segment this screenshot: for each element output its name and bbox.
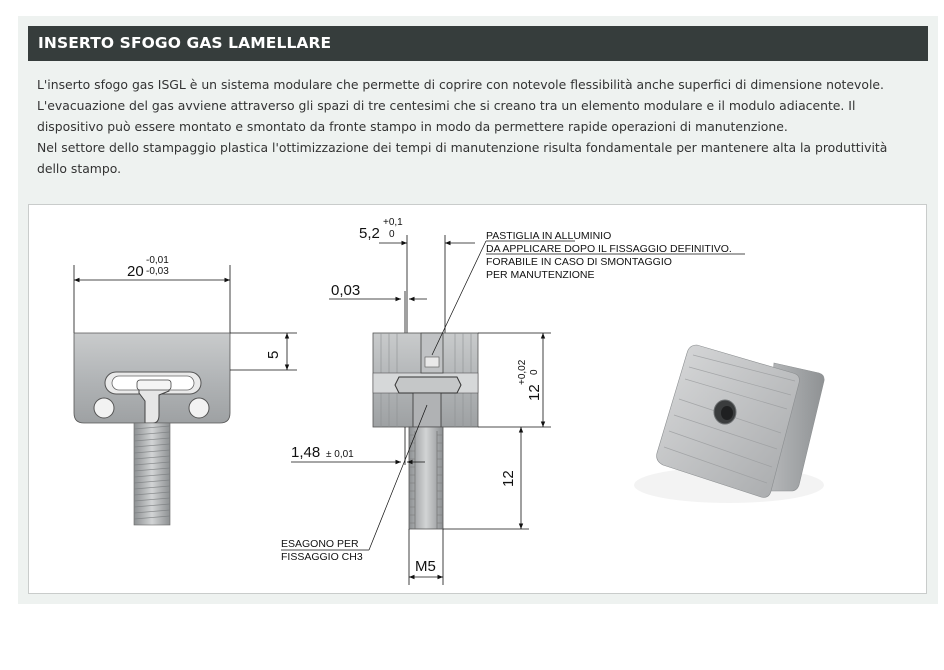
thickness-tolerance-upper: +0,1 (383, 217, 403, 228)
width-tolerance-upper: -0,01 (146, 255, 169, 266)
technical-drawing-svg (29, 205, 926, 593)
note-line: PASTIGLIA IN ALLUMINIO (486, 230, 612, 242)
hex-dimension-value: 1,48 (291, 444, 321, 461)
width-dimension-value: 20 (127, 263, 144, 280)
description-line: dello stampo. (37, 161, 122, 176)
body-height-tolerance-lower: 0 (529, 369, 540, 375)
body-height-value: 12 (526, 384, 543, 401)
note-line: ESAGONO PER (281, 538, 359, 550)
note-line: FORABILE IN CASO DI SMONTAGGIO (486, 256, 672, 268)
gap-value: 0,03 (331, 282, 361, 299)
thickness-tolerance-lower: 0 (389, 229, 395, 240)
width-tolerance-lower: -0,03 (146, 266, 169, 277)
body-height-tolerance-upper: +0,02 (517, 359, 528, 385)
content-panel (18, 16, 938, 604)
head-height-value: 5 (265, 350, 282, 359)
front-view (74, 255, 297, 525)
section-description (37, 74, 929, 179)
note-line: PER MANUTENZIONE (486, 269, 595, 281)
technical-drawing (28, 204, 927, 594)
pellet-note (432, 230, 745, 355)
note-line: DA APPLICARE DOPO IL FISSAGGIO DEFINITIVO. (486, 243, 732, 255)
product-photo (634, 345, 824, 503)
note-line: FISSAGGIO CH3 (281, 551, 363, 563)
thread-size-value: M5 (415, 558, 436, 575)
description-line: L'evacuazione del gas avviene attraverso gli spazi di tre centesimi che si creano tra un elemento modulare e il modulo adiacente. Il (37, 98, 856, 113)
section-title: INSERTO SFOGO GAS LAMELLARE (28, 26, 928, 61)
hex-dimension-tolerance: ± 0,01 (326, 449, 354, 460)
description-line: Nel settore dello stampaggio plastica l'ottimizzazione dei tempi di manutenzione risulta fondamentale per mantenere alta la produttività (37, 140, 888, 155)
description-line: dispositivo può essere montato e smontato da fronte stampo in modo da permettere rapide operazioni di manutenzione. (37, 119, 788, 134)
description-line: L'inserto sfogo gas ISGL è un sistema modulare che permette di coprire con notevole flessibilità anche superfici di dimensione notevole. (37, 77, 884, 92)
thread-length-value: 12 (500, 470, 517, 487)
thickness-value: 5,2 (359, 225, 380, 242)
